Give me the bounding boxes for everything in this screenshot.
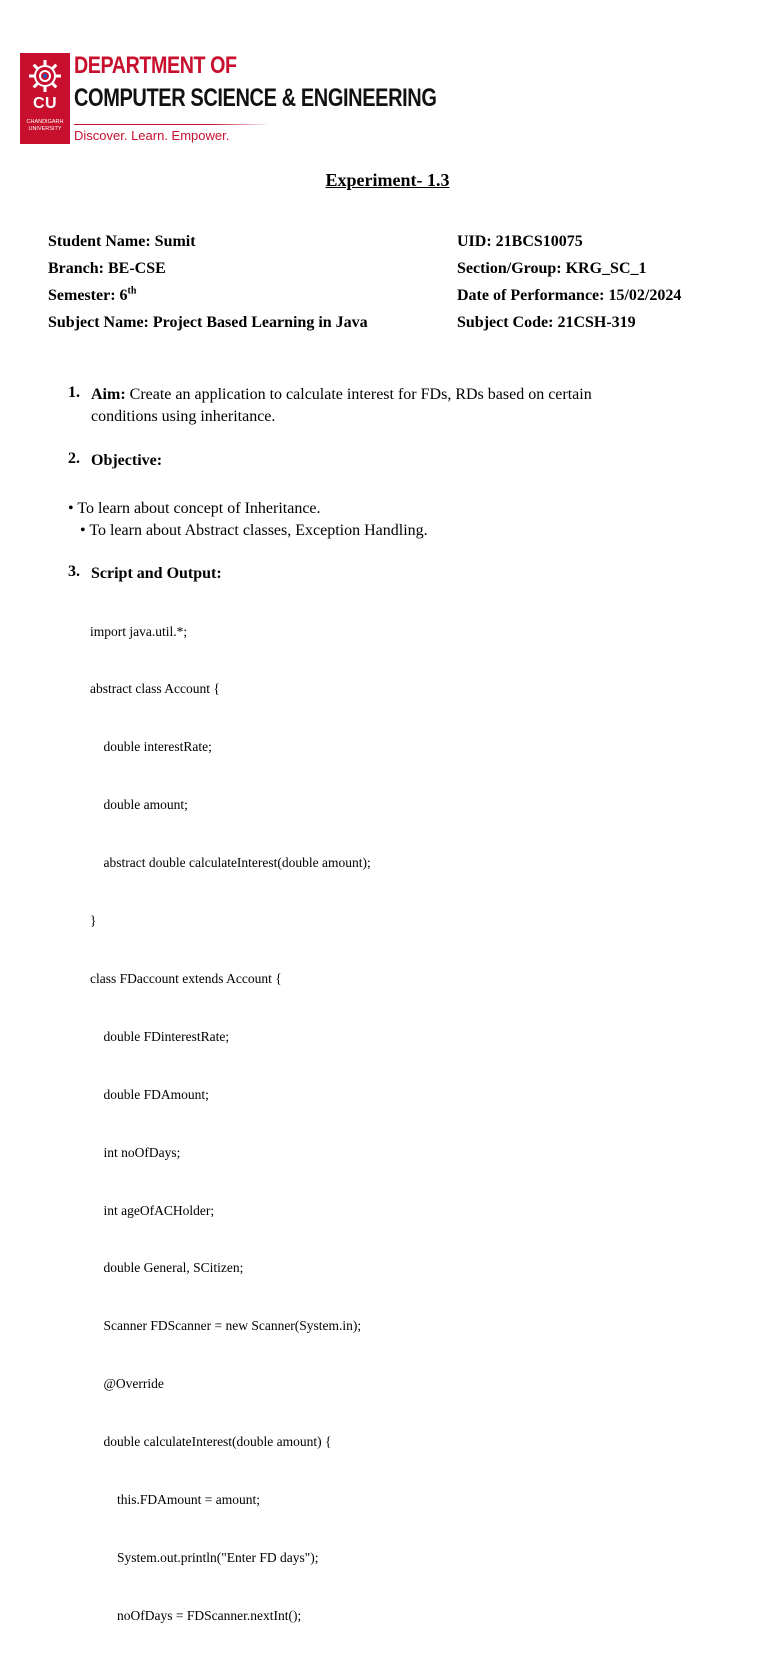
code-line: double calculateInterest(double amount) { (90, 1434, 332, 1450)
section-group: Section/Group: KRG_SC_1 (457, 260, 647, 277)
objective-bullet-2: • To learn about Abstract classes, Exception Handling. (80, 522, 428, 539)
code-line: @Override (90, 1376, 164, 1392)
objective-label: Objective: (91, 452, 163, 469)
aim-text-1: Create an application to calculate interest for FDs, RDs based on certain (125, 386, 592, 403)
code-line: double FDinterestRate; (90, 1028, 230, 1044)
code-line: noOfDays = FDScanner.nextInt(); (90, 1607, 302, 1623)
department-title-line2: COMPUTER SCIENCE & ENGINEERING (74, 84, 437, 112)
aim-label: Aim: (91, 386, 126, 403)
code-line: double FDAmount; (90, 1086, 209, 1102)
aim-line-2: conditions using inheritance. (91, 408, 276, 425)
code-line: } (90, 913, 97, 929)
subject-code: Subject Code: 21CSH-319 (457, 314, 636, 331)
code-line: double interestRate; (90, 739, 212, 755)
gear-emblem-icon (28, 59, 62, 93)
subject-name: Subject Name: Project Based Learning in Java (48, 314, 368, 331)
script-label: Script and Output: (91, 565, 222, 582)
code-line: abstract double calculateInterest(double amount); (90, 855, 371, 871)
objective-bullet-1: • To learn about concept of Inheritance. (68, 500, 321, 517)
code-line: class FDaccount extends Account { (90, 970, 282, 986)
aim-line-1 (91, 384, 592, 406)
objective-number: 2. (68, 450, 80, 467)
logo-university-name: CHANDIGARH UNIVERSITY (26, 119, 64, 132)
experiment-title: Experiment- 1.3 (325, 170, 450, 190)
code-line: double amount; (90, 797, 188, 813)
university-logo (20, 53, 70, 144)
aim-number: 1. (68, 384, 80, 401)
code-line: Scanner FDScanner = new Scanner(System.in); (90, 1318, 362, 1334)
code-block (90, 583, 371, 1664)
branch: Branch: BE-CSE (48, 260, 166, 277)
script-number: 3. (68, 563, 80, 580)
code-line: this.FDAmount = amount; (90, 1491, 260, 1507)
code-line: int ageOfACHolder; (90, 1202, 215, 1218)
code-line: double General, SCitizen; (90, 1260, 244, 1276)
date-of-performance: Date of Performance: 15/02/2024 (457, 287, 682, 304)
semester (48, 286, 136, 306)
tagline: Discover. Learn. Empower. (74, 128, 230, 143)
department-title-line1: DEPARTMENT OF (74, 52, 237, 79)
logo-initials: CU (32, 95, 58, 112)
code-line: import java.util.*; (90, 623, 188, 639)
student-name: Student Name: Sumit (48, 233, 196, 250)
header-divider (74, 124, 270, 125)
code-line: System.out.println("Enter FD days"); (90, 1549, 319, 1565)
uid: UID: 21BCS10075 (457, 233, 583, 250)
code-line: int noOfDays; (90, 1144, 181, 1160)
semester-suffix: th (127, 285, 137, 297)
code-line: abstract class Account { (90, 681, 220, 697)
semester-label: Semester: 6 (48, 287, 128, 304)
